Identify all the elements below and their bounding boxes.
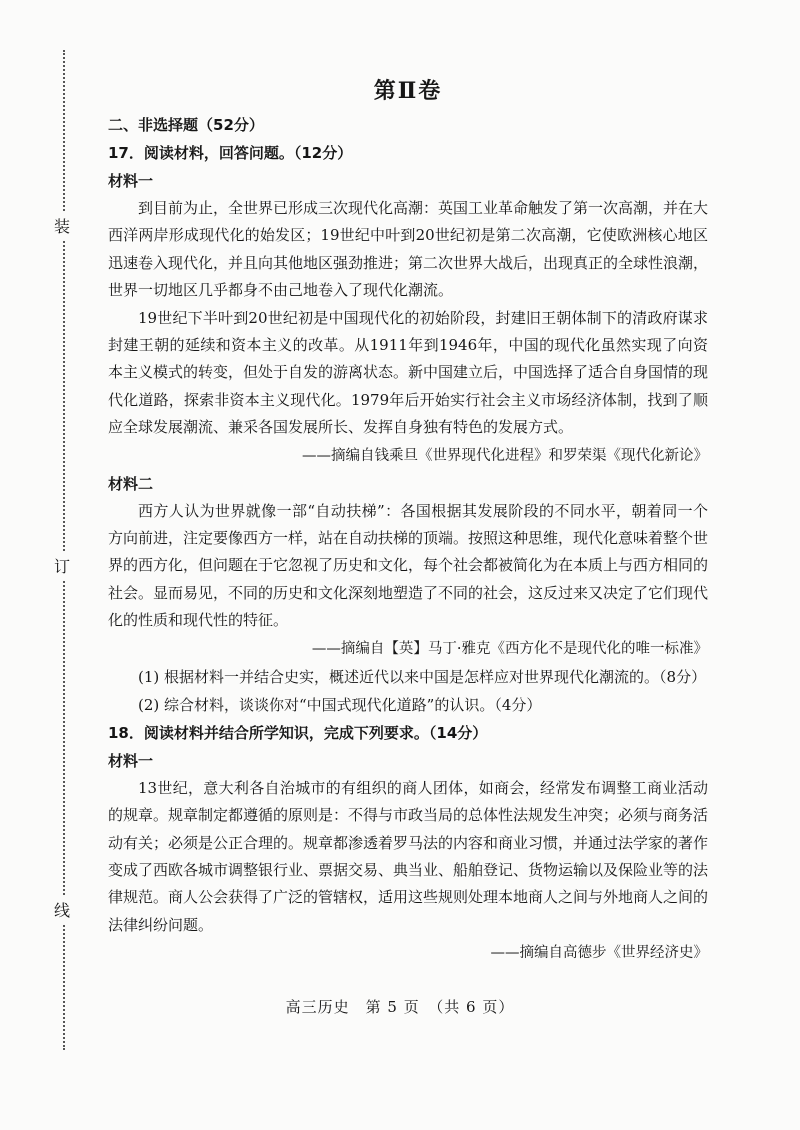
q18-material-1-source: ——摘编自高德步《世界经济史》 [490,945,708,962]
q17-material-1-label: 材料一 [108,172,154,190]
page-title: 第Ⅱ卷 [373,78,443,104]
page-content [108,74,708,967]
section-title: 二、非选择题（52分） [108,116,264,134]
binding-mark-zhuang: 装 [52,212,72,239]
q18-material-1-paragraph: 13世纪，意大利各自治城市的有组织的商人团体，如商会，经常发布调整工商业活动的规章。规章制定都遵循的原则是：不得与市政当局的总体性法规发生冲突；必须与商务活动有关；必须是公正合理的。规章都渗透着罗马法的内容和商业习惯，并通过法学家的著作变成了西欧各城市调整银行业、票据交易、典当业、船舶登记、货物运输以及保险业等的法律规范。商人公会获得了广泛的管辖权，适用这些规则处理本地商人之间与外地商人之间的法律纠纷问题。 [108,778,709,934]
q17-material-2-label: 材料二 [108,474,154,493]
q17-material-1-source: ——摘编自钱乘旦《世界现代化进程》和罗荣渠《现代化新论》 [302,447,708,464]
q17-subquestion-2: (2) 综合材料，谈谈你对“中国式现代化道路”的认识。（4分） [138,695,542,714]
binding-mark-ding: 订 [52,552,72,579]
q18-material-1-label: 材料一 [108,751,154,770]
binding-mark-xian: 线 [52,896,72,923]
q17-material-1-paragraph: 19世纪下半叶到20世纪初是中国现代化的初始阶段，封建旧王朝体制下的清政府谋求封建王朝的延续和资本主义的改革。从1911年到1946年，中国的现代化虽然实现了向资本主义模式的转变，但处于自发的游离状态。新中国建立后，中国选择了适合自身国情的现代化道路，探索非资本主义现代化。1979年后开始实行社会主义市场经济体制，找到了顺应全球发展潮流、兼采各国发展所长、发挥自身独有特色的发展方式。 [108,308,709,437]
question-17-heading: 17．阅读材料，回答问题。（12分） [108,144,353,162]
q17-subquestion-1: (1) 根据材料一并结合史实，概述近代以来中国是怎样应对世界现代化潮流的。（8分） [138,667,707,686]
q17-material-2-paragraph: 西方人认为世界就像一部“自动扶梯”：各国根据其发展阶段的不同水平，朝着同一个方向前进，注定要像西方一样，站在自动扶梯的顶端。按照这种思维，现代化意味着整个世界的西方化，但问题在于它忽视了历史和文化，每个社会都被简化为在本质上与西方相同的社会。显而易见，不同的历史和文化深刻地塑造了不同的社会，这反过来又决定了它们现代化的性质和现代性的特征。 [108,501,709,630]
page-footer: 高三历史 第 5 页 （共 6 页） [285,998,515,1016]
q17-material-2-source: ——摘编自【英】马丁·雅克《西方化不是现代化的唯一标准》 [311,640,708,657]
question-18-heading: 18．阅读材料并结合所学知识，完成下列要求。（14分） [108,723,488,742]
q17-material-1-paragraph: 到目前为止，全世界已形成三次现代化高潮：英国工业革命触发了第一次高潮，并在大西洋两岸形成现代化的始发区；19世纪中叶到20世纪初是第二次高潮，它使欧洲核心地区迅速卷入现代化，并且向其他地区强劲推进；第二次世界大战后，出现真正的全球性浪潮，世界一切地区几乎都身不由己地卷入了现代化潮流。 [108,199,709,300]
